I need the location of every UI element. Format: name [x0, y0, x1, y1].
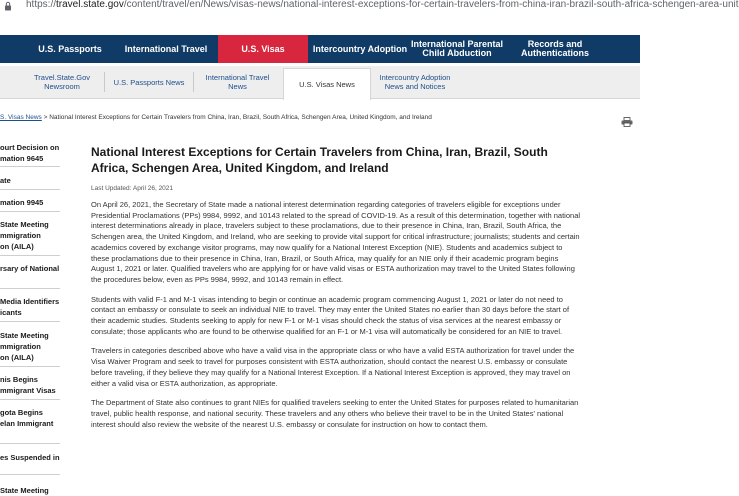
article-paragraph: Travelers in categories described above who have a valid visa in the appropriate class or who have a valid ESTA authorization for travel under the Visa Waiver Program and seek to travel for purposes consistent with ESTA authorization, should contact the nearest U.S. embassy or consulate before traveling, if they believe they may qualify for a National Interest Exception. If a National Interest Exception is approved, they may travel on either a valid visa or ESTA authorization, as appropriate. — [91, 346, 575, 388]
sidebar-item-line: nis Begins — [0, 375, 38, 384]
sidebar-item-line: mation 9645 — [0, 154, 44, 163]
nav-parental-abduction[interactable]: International Parental Child Abduction — [410, 39, 504, 58]
breadcrumb-separator: > — [41, 114, 50, 121]
sidebar-item[interactable] — [0, 485, 60, 496]
print-icon[interactable] — [621, 117, 633, 127]
sidebar-divider — [0, 211, 60, 212]
subnav-travel-news[interactable]: International Travel News — [205, 73, 270, 91]
sidebar-divider — [0, 189, 60, 190]
sub-nav — [0, 66, 640, 99]
sidebar-item-line: ourt Decision on — [0, 143, 60, 152]
subnav-passports-news[interactable]: U.S. Passports News — [113, 77, 185, 87]
article-paragraph: The Department of State also continues to grant NIEs for qualified travelers seeking to enter the United States for purposes related to humanitarian travel, public health response, and national security. These travelers and any others who believe their travel to be in the United States' national interest should also review the website of the nearest U.S. embassy or consulate for instruction on how to contact them. — [91, 398, 579, 429]
sidebar-divider — [0, 321, 60, 322]
url-text[interactable] — [26, 0, 739, 10]
breadcrumb — [0, 114, 432, 121]
url-path: /content/travel/en/News/visas-news/national-interest-exceptions-for-certain-travelers-from-china-iran-brazil-south-africa-schengen-area-unit — [123, 0, 739, 10]
sidebar-item[interactable] — [0, 142, 60, 164]
sidebar-item-line: State Meeting — [0, 486, 49, 495]
sidebar-item-line: State Meeting — [0, 331, 49, 340]
sidebar-item-line: es Suspended in — [0, 453, 60, 462]
subnav-newsroom[interactable]: Travel.State.Gov Newsroom — [34, 73, 90, 91]
lock-icon — [3, 1, 13, 11]
breadcrumb-visas-news-link[interactable]: S. Visas News — [0, 114, 42, 121]
sidebar-item-line: ate — [0, 176, 11, 185]
page-title: National Interest Exceptions for Certain Travelers from China, Iran, Brazil, South Africa, Schengen Area, United Kingdom, and Ireland — [91, 145, 548, 175]
subnav-adoption-news[interactable]: Intercountry Adoption News and Notices — [379, 73, 451, 91]
sidebar-divider — [0, 443, 60, 444]
nav-us-visas[interactable]: U.S. Visas — [218, 35, 308, 63]
subnav-divider — [104, 72, 105, 92]
sidebar-item[interactable] — [0, 175, 60, 186]
sidebar-item[interactable] — [0, 296, 60, 318]
sidebar-item-line: mmigration — [0, 231, 41, 240]
sidebar-item[interactable] — [0, 407, 60, 429]
sidebar-divider — [0, 288, 60, 289]
sidebar-item[interactable] — [0, 197, 60, 208]
url-prefix: https:// — [26, 0, 57, 10]
sidebar-item[interactable] — [0, 452, 60, 463]
sidebar-item-line: on (AILA) — [0, 242, 34, 251]
sidebar-divider — [0, 366, 60, 367]
sidebar-item-line: mmigrant Visas — [0, 386, 56, 395]
sidebar-item-line: mation 9945 — [0, 198, 44, 207]
sidebar-item[interactable] — [0, 330, 60, 363]
sidebar-news-list — [0, 133, 60, 495]
article — [91, 145, 581, 430]
sidebar-item-line: gota Begins — [0, 408, 43, 417]
sidebar-item[interactable] — [0, 374, 60, 396]
sidebar-item-line: icants — [0, 308, 22, 317]
nav-international-travel[interactable]: International Travel — [124, 43, 208, 54]
nav-records-authentications[interactable]: Records and Authentications — [520, 39, 589, 58]
sidebar-divider — [0, 166, 60, 167]
main-nav — [0, 35, 640, 63]
sidebar-item-line: mmigration — [0, 342, 41, 351]
article-paragraph: On April 26, 2021, the Secretary of State made a national interest determination regarding categories of travelers eligible for exceptions under Presidential Proclamations (PPs) 9984, 9992, and 10143 related to the spread of COVID-19. As a result of this determination, together with national interest determinations already in place, travelers subject to these proclamations, due to their presence in China, Iran, Brazil, South Africa, the Schengen area, the United Kingdom, and Ireland, who are seeking to provide vital support for critical infrastructure; journalists; students and certain academics covered by exchange visitor programs, may now qualify for a National Interest Exception (NIE). Students and academics subject to these proclamations due to their presence in China, Iran, Brazil, or South Africa, may qualify for an NIE only if their academic program begins August 1, 2021 or later. Qualified travelers who are applying for or have valid visas or ESTA authorization may travel to the United States following the procedures below, even as PPs 9984, 9992, and 10143 remain in effect. — [91, 200, 581, 284]
header-band — [0, 12, 640, 35]
sidebar-divider — [0, 255, 60, 256]
sidebar-item-line: on (AILA) — [0, 353, 34, 362]
last-updated: Last Updated: April 26, 2021 — [91, 185, 174, 192]
address-bar[interactable] — [0, 0, 739, 12]
sidebar-item-line: elan Immigrant — [0, 419, 54, 428]
subnav-divider — [193, 72, 194, 92]
sidebar-divider — [0, 474, 60, 475]
sidebar-item-line: Media Identifiers — [0, 297, 60, 306]
sidebar-item[interactable] — [0, 263, 60, 274]
nav-us-passports[interactable]: U.S. Passports — [38, 43, 102, 54]
sidebar-item-line: State Meeting — [0, 220, 49, 229]
article-paragraph: Students with valid F-1 and M-1 visas intending to begin or continue an academic program commencing August 1, 2021 or later do not need to contact an embassy or consulate to seek an individual NIE to travel. They may enter the United States no earlier than 30 days before the start of their academic studies. Students seeking to apply for new F-1 or M-1 visas should check the status of visa services at the nearest embassy or consulate; those applicants who are found to be otherwise qualified for an F-1 or M-1 visa will automatically be considered for an NIE to travel. — [91, 294, 570, 336]
subnav-visas-news[interactable]: U.S. Visas News — [283, 68, 371, 100]
sidebar-item[interactable] — [0, 219, 60, 252]
sidebar-item-line: rsary of National — [0, 264, 60, 273]
sidebar-divider — [0, 399, 60, 400]
url-host: travel.state.gov — [56, 0, 124, 10]
nav-intercountry-adoption[interactable]: Intercountry Adoption — [312, 43, 408, 54]
breadcrumb-current: National Interest Exceptions for Certain Travelers from China, Iran, Brazil, South Africa, Schengen Area, United Kingdom, and Ireland — [49, 114, 432, 121]
